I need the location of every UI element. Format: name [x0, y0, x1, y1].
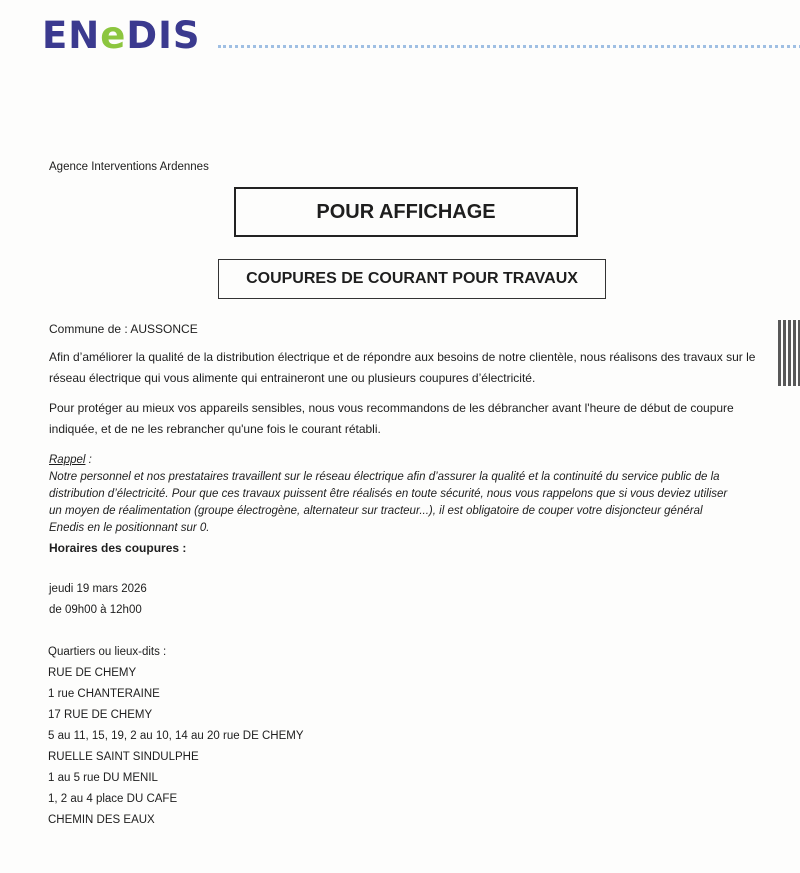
- qr-code: [778, 320, 800, 386]
- schedule-date: jeudi 19 mars 2026: [49, 583, 147, 595]
- reminder-heading: Rappel :: [49, 454, 92, 466]
- list-item: 1 rue CHANTERAINE: [48, 688, 160, 700]
- list-item: 5 au 11, 15, 19, 2 au 10, 14 au 20 rue DE CHEMY: [48, 730, 304, 742]
- enedis-logo: ENeDIS: [42, 14, 201, 57]
- title-box: POUR AFFICHAGE: [234, 187, 578, 237]
- intro-paragraph: Afin d’améliorer la qualité de la distribution électrique et de répondre aux besoins de notre clientèle, nous réalisons des travaux sur le réseau électrique qui vous alimente qui entraineront une ou plusieurs coupures d’électricité.: [49, 350, 756, 385]
- protect-paragraph: Pour protéger au mieux vos appareils sensibles, nous vous recommandons de les débrancher avant l'heure de début de coupure indiquée, et de ne les rebrancher qu'une fois le courant rétabli.: [49, 401, 734, 436]
- list-item: RUELLE SAINT SINDULPHE: [48, 751, 199, 763]
- list-item: 1, 2 au 4 place DU CAFE: [48, 793, 178, 805]
- locations-heading: Quartiers ou lieux-dits :: [48, 646, 167, 658]
- subtitle-box: COUPURES DE COURANT POUR TRAVAUX: [218, 259, 606, 299]
- commune: Commune de : AUSSONCE: [49, 322, 198, 336]
- list-item: RUE DE CHEMY: [48, 667, 137, 679]
- list-item: 17 RUE DE CHEMY: [48, 709, 153, 721]
- list-item: 1 au 5 rue DU MENIL: [48, 772, 158, 784]
- agency-name: Agence Interventions Ardennes: [49, 161, 209, 173]
- schedule-time: de 09h00 à 12h00: [49, 604, 142, 616]
- header-dotted-line: [218, 45, 800, 48]
- locations-list: [48, 642, 304, 831]
- reminder-text: Notre personnel et nos prestataires travaillent sur le réseau électrique afin d’assurer la qualité et la continuité du service public de la distribution d’électricité. Pour que ces travaux puissent être réalisés en toute sécurité, nous vous rappelons que si vous deviez utiliser un moyen de réalimentation (groupe électrogène, alternateur sur tracteur...), il est obligatoire de couper votre disjoncteur général Enedis en le positionnant sur 0.: [49, 471, 728, 534]
- list-item: CHEMIN DES EAUX: [48, 814, 155, 826]
- schedule-heading: Horaires des coupures :: [49, 541, 187, 555]
- reminder-label: Rappel: [49, 454, 86, 466]
